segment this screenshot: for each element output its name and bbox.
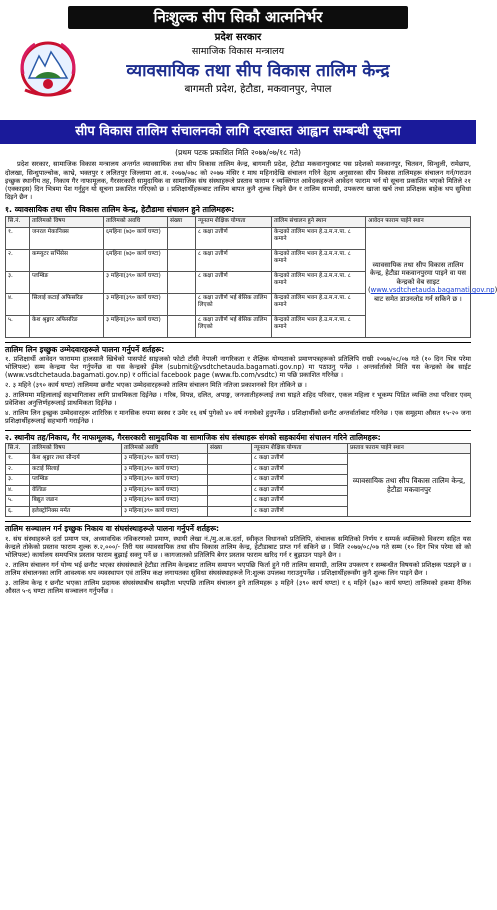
table-row [6,227,471,249]
list-item: ४. तालिम लिन इच्छुक उम्मेदवारहरू शारिरिक र मानसिक रुपमा स्वस्थ र उमेर १६ वर्ष पुगेको ४० वर्ष ननाघेको हुनुपर्नेछ । प्रशिक्षार्थीको छनौट अन्तर्वार्ताबाट गरिनेछ । एक समूहमा औसत १५-२० जना प्रशिक्षार्थीहरूलाई सहभागी गराईनेछ । [5,409,471,426]
table-cell: १. [6,227,30,249]
table-cell: ३ महिना(३९० कार्य घण्टा) [122,454,208,465]
table-cell: ५. [6,496,30,507]
table-cell: ८ कक्षा उत्तीर्ण [196,271,272,293]
table-cell: केश श्रृङ्गार तथा सौन्दर्य [30,454,122,465]
table-cell: बिद्युत जडान [30,496,122,507]
table-cell: ८ कक्षा उत्तीर्ण [252,454,348,465]
table-cell: इलेक्ट्रोनिक्स मर्मत [30,506,122,517]
header-cell: न्यूनतम शैक्षिक योग्यता [252,444,348,454]
header [5,32,471,118]
table-header-row [6,217,471,227]
table-cell: ३ महिना(३९० कार्य घण्टा) [122,506,208,517]
table-cell: कटाई सिलाई [30,464,122,475]
table-cell: ८ कक्षा उत्तीर्ण भई बेसिक तालिम लिएको [196,293,272,315]
table-cell: ८ कक्षा उत्तीर्ण [252,506,348,517]
center-name: व्यावसायिक तथा सीप विकास तालिम केन्द्र [126,61,390,82]
table-cell: ३ महिना(३९० कार्य घण्टा) [122,496,208,507]
table-cell [168,249,196,271]
website-link[interactable]: www.vsdtchetauda.bagamati.gov.np [370,286,495,295]
table-cell: सिलाई कटाई अफिसरिङ [30,293,104,315]
table-cell: ३ महिना(३९० कार्य घण्टा) [122,475,208,486]
table-cell: ३ महिना(३९० कार्य घण्टा) [104,315,168,337]
partner-training-table [5,443,471,517]
table-cell [208,464,252,475]
header-cell: सि.नं. [6,444,30,454]
table-cell [168,293,196,315]
table-cell: कम्प्युटर सर्भिसेस [30,249,104,271]
table-cell: ३ महिना(३९० कार्य घण्टा) [104,293,168,315]
header-cell: तालिमको विषय [30,444,122,454]
organization-conditions-list [5,535,471,596]
table-cell: ५. [6,315,30,337]
publish-date: (प्रथम पटक प्रकाशित मिति २०७७/०७/१८ गते) [175,148,301,157]
section2-title: २. स्थानीय तह/निकाय, गैर नाफामूलक, गैरसरकारी सामुदायिक वा सामाजिक संघ संस्थाहरू संगको सहकार्यमा संचालन गरिने तालिमहरू: [5,430,471,442]
table-cell: ८ कक्षा उत्तीर्ण [252,485,348,496]
table-cell: प्लम्बिङ [30,475,122,486]
table-cell [208,475,252,486]
table-cell: वेल्डिङ [30,485,122,496]
table-cell: ४. [6,485,30,496]
table-cell: ४. [6,293,30,315]
header-cell: तालिमको अवधि [122,444,208,454]
table-cell: ८ कक्षा उत्तीर्ण [252,496,348,507]
table-cell: केन्द्रको तालिम भवन हे.उ.म.न.पा. ८ कमाने [272,227,366,249]
applicant-conditions-title: तालिम लिन इच्छुक उम्मेदवारहरूले पालना गर्नुपर्ने शर्तहरू: [5,342,471,354]
header-cell: सि.नं. [6,217,30,227]
table-cell: ६महिना (७३० कार्य घण्टा) [104,227,168,249]
table-row [6,454,471,465]
header-cell: प्रस्ताव फाराम पाईने स्थान [348,444,471,454]
table-header-row [6,444,471,454]
table-cell: १. [6,454,30,465]
table-cell: २. [6,249,30,271]
table-cell: ६. [6,506,30,517]
header-cell: तालिमको विषय [30,217,104,227]
list-item: १. प्रशिक्षार्थी आवेदन फाराममा हालसालै खिचेको पासपोर्ट साइजको फोटो टाँसी नेपाली नागरिकता र शैक्षिक योग्यताको प्रमाणपत्रहरूको प्रतिलिपि राखी २०७७/०८/०७ गते (१० दिन भित्र परेमा भोलिपल्ट) सम्म केन्द्रमा पेश गर्नुपर्नेछ वा यस केन्द्रको ईमेल (submit@vsdtchetauda.bagamati.gov.np) मा पठाउनु पर्नेछ । अन्तर्वार्ताको मिति यस केन्द्रको वेब साईट (www.vsdtchetauda.bagamati.gov.np) र official facebook page (www.fb.com/vsdtc) मा पछि प्रकाशित गरिनेछ । [5,355,471,380]
intro-paragraph: प्रदेश सरकार, सामाजिक विकास मन्त्रालय अन्तर्गत व्यावसायिक तथा सीप विकास तालिम केन्द्र, बागमती प्रदेश, हेटौडा मकवानपुरबाट यस प्रदेशको मकवानपुर, चितवन, सिन्धुली, रामेछाप, दोलखा, सिन्धुपाल्चोक, काभ्रे, भक्तपुर र ललितपुर जिल्लामा आ.व. २०७७/०७८ को २०७७ मंसिर र माघ महिनादेखि संचालन गरिने देहाय अनुसारका सीप विकास तालिमहरू संचालन गर्न/गराउन इच्छुक स्थानीय तह, निकाय गैर नाफामूलक, गैरसरकारी सामुदायिक वा सामाजिक संघ संस्थाहरूले प्रस्ताव फाराम र व्यक्तिगत आवेदकहरूले आवेदन फाराम भर्न यो सूचना प्रकाशित भएको मितिले २१ (एक्काइस) दिन भित्रमा पेश गर्नुहुन यो सूचना प्रकाशित गरिएको छ । प्रशिक्षार्थीहरूबाट तालिम बापत कुनै शुल्क लिइने छैन र तालिम सामाग्री, उपकरण खाजा खर्च तथा प्रशिक्षक बाहेक थप सुविधा दिइने छैन । [5,160,471,202]
table-cell: प्लम्बिङ [30,271,104,293]
organization-conditions-title: तालिम सञ्चालन गर्न इच्छुक निकाय वा संघसंस्थाहरूले पालना गर्नुपर्ने शर्तहरू: [5,521,471,533]
header-cell: आवेदन फाराम पाईने स्थान [366,217,471,227]
table-cell: २. [6,464,30,475]
table-cell: ३. [6,271,30,293]
table-cell [208,506,252,517]
header-cell: संख्या [168,217,196,227]
header-cell: संख्या [208,444,252,454]
table-cell: ३ महिना(३९० कार्य घण्टा) [122,464,208,475]
list-item: २. तालिम संचालन गर्न योग्य भई छनौट भएका संघसंस्थाले हेटौडा तालिम केन्द्रबाट तालिम समापन भएपछि फिर्ता हुने गरी तालिम सामाग्री, तालिम उपकरण र सम्बन्धीत विषयको प्रशिक्षक पठाइने छ । तालिम संचालनका लागि आवश्यक थप व्यवस्थापन एवं तालिम कक्ष लगायतका सुविधा संघसंस्थाहरूले नि:शुल्क उपलब्ध गराउनुपर्नेछ । प्रशिक्षार्थीहरूसँग कुनै शुल्क लिन पाइने छैन । [5,561,471,578]
table-cell [208,454,252,465]
government-title: प्रदेश सरकार [214,31,262,43]
table-cell: ३ महिना(३९० कार्य घण्टा) [122,485,208,496]
header-cell: तालिमको अवधि [104,217,168,227]
table-cell: ३. [6,475,30,486]
section1-title: १. व्यावसायिक तथा सीप विकास तालिम केन्द्र, हेटौडामा संचालन हुने तालिमहरू: [5,204,235,214]
table-cell: केन्द्रको तालिम भवन हे.उ.म.न.पा. ८ कमाने [272,293,366,315]
table-cell: ८ कक्षा उत्तीर्ण [196,227,272,249]
applicant-conditions-list [5,355,471,426]
table-cell [208,485,252,496]
table-cell: ८ कक्षा उत्तीर्ण भई बेसिक तालिम लिएको [196,315,272,337]
list-item: ३. तालिममा महिलालाई सहभागिताका लागि प्राथमिकता दिईनेछ । गरिब, विपन्न, दलित, अपाङ्ग, जनजातीहरूलाई तथा घाइते शहिद परिवार, एकल महिला र भूकम्प पिडित व्यक्ति तथा परिवार एवम् प्रवेशिका अनुत्तिर्णहरूलाई प्राथमिकता दिईनेछ । [5,391,471,408]
table-cell [208,496,252,507]
list-item: २. ३ महिने (३९० कार्य घण्टा) तालिममा छनौट भएका उम्मेदवारहरूको तालिम संचालन मिति नतिजा प्रकाशनको दिन तोकिने छ । [5,381,307,390]
table-cell [168,315,196,337]
table-cell: केन्द्रको तालिम भवन हे.उ.म.न.पा. ८ कमाने [272,249,366,271]
table-cell [168,227,196,249]
header-cell: तालिम संचालन हुने स्थान [272,217,366,227]
table-cell: ८ कक्षा उत्तीर्ण [196,249,272,271]
table-cell [168,271,196,293]
form-place-text: व्यावसायिक तथा सीप विकास तालिम केन्द्र, हेटौडा मकवानपुरमा पाइने वा यस केन्द्रको वेब साइट [370,260,466,286]
center-training-table [5,216,495,337]
table-cell: ८ कक्षा उत्तीर्ण [252,464,348,475]
table-cell: केश श्रृङ्गार अफिसरिङ [30,315,104,337]
table-cell: ३ महिना(३९० कार्य घण्टा) [104,271,168,293]
table-cell: ८ कक्षा उत्तीर्ण [252,475,348,486]
header-cell: न्यूनतम शैक्षिक योग्यता [196,217,272,227]
ministry-title: सामाजिक विकास मन्त्रालय [191,46,285,58]
table-cell: ६महिना (७३० कार्य घण्टा) [104,249,168,271]
form-place-cell: व्यावसायिक तथा सीप विकास तालिम केन्द्र, हेटौडा मकवानपुरमा पाइने वा यस केन्द्रको वेब साइट (www.vsdtchetauda.bagamati.gov.npबाट समेत डाउनलोड गर्न सकिने छ । [366,227,471,337]
form-place-suffix: बाट समेत डाउनलोड गर्न सकिने छ । [374,294,462,303]
table-cell: केन्द्रको तालिम भवन हे.उ.म.न.पा. ८ कमाने [272,315,366,337]
notice-title: सीप विकास तालिम संचालनको लागि दरखास्त आह्वान सम्बन्धी सूचना [0,120,476,144]
list-item: १. संघ संस्थाहरूले दर्ता प्रमाण पत्र, अध्यावधिक नविकरणको प्रमाण, स्थायी लेखा नं./मु.अ.क.दर्ता, स्वीकृत विधानको प्रतिलिपि, संचालक समितिको निर्णय र सम्पर्क व्यक्तिको विवरण सहित यस केन्द्रले तोकेको प्रस्ताव फाराम शुल्क रु.२,०००/- तिरी यस व्यावसायिक तथा सीप विकास तालिम केन्द्र, हेटौडाबाट प्राप्त गर्न सकिने छ । मिति २०७७/०८/०७ गते सम्म (१० दिन भित्र परेमा सो को भोलिपल्ट) कार्यालय समयभित्र प्रस्ताव फाराम बुझाई सक्नु पर्ने छ । कागजातको प्रतिलिपि बेगर प्रस्ताव फाराम खरिद गर्न र बुझाउन पाइने छैन । [5,534,471,560]
table-cell: केन्द्रको तालिम भवन हे.उ.म.न.पा. ८ कमाने [272,271,366,293]
center-address: बागमती प्रदेश, हेटौडा, मकवानपुर, नेपाल [184,84,332,96]
table-cell: जनरल मेकानिक्स [30,227,104,249]
slogan-banner: निःशुल्क सीप सिकौ आत्मनिर्भर [68,6,408,29]
list-item: ३. तालिम केन्द्र र छनौट भएका तालिम प्रदायक संघसंस्थाबीच सम्झौता भएपछि तालिम संचालन हुने तालिमहरू ३ महिने (३९० कार्य घण्टा) र ६ महिने (७३० कार्य घण्टा) तालिमको हकमा दैनिक औसत ५-६ घण्टा तालिम सञ्चालन गर्नुपर्नेछ । [5,579,471,596]
nepal-emblem-icon [15,34,81,100]
proposal-form-place: व्यावसायिक तथा सीप विकास तालिम केन्द्र, हेटौडा मकवानपुर [348,454,471,517]
